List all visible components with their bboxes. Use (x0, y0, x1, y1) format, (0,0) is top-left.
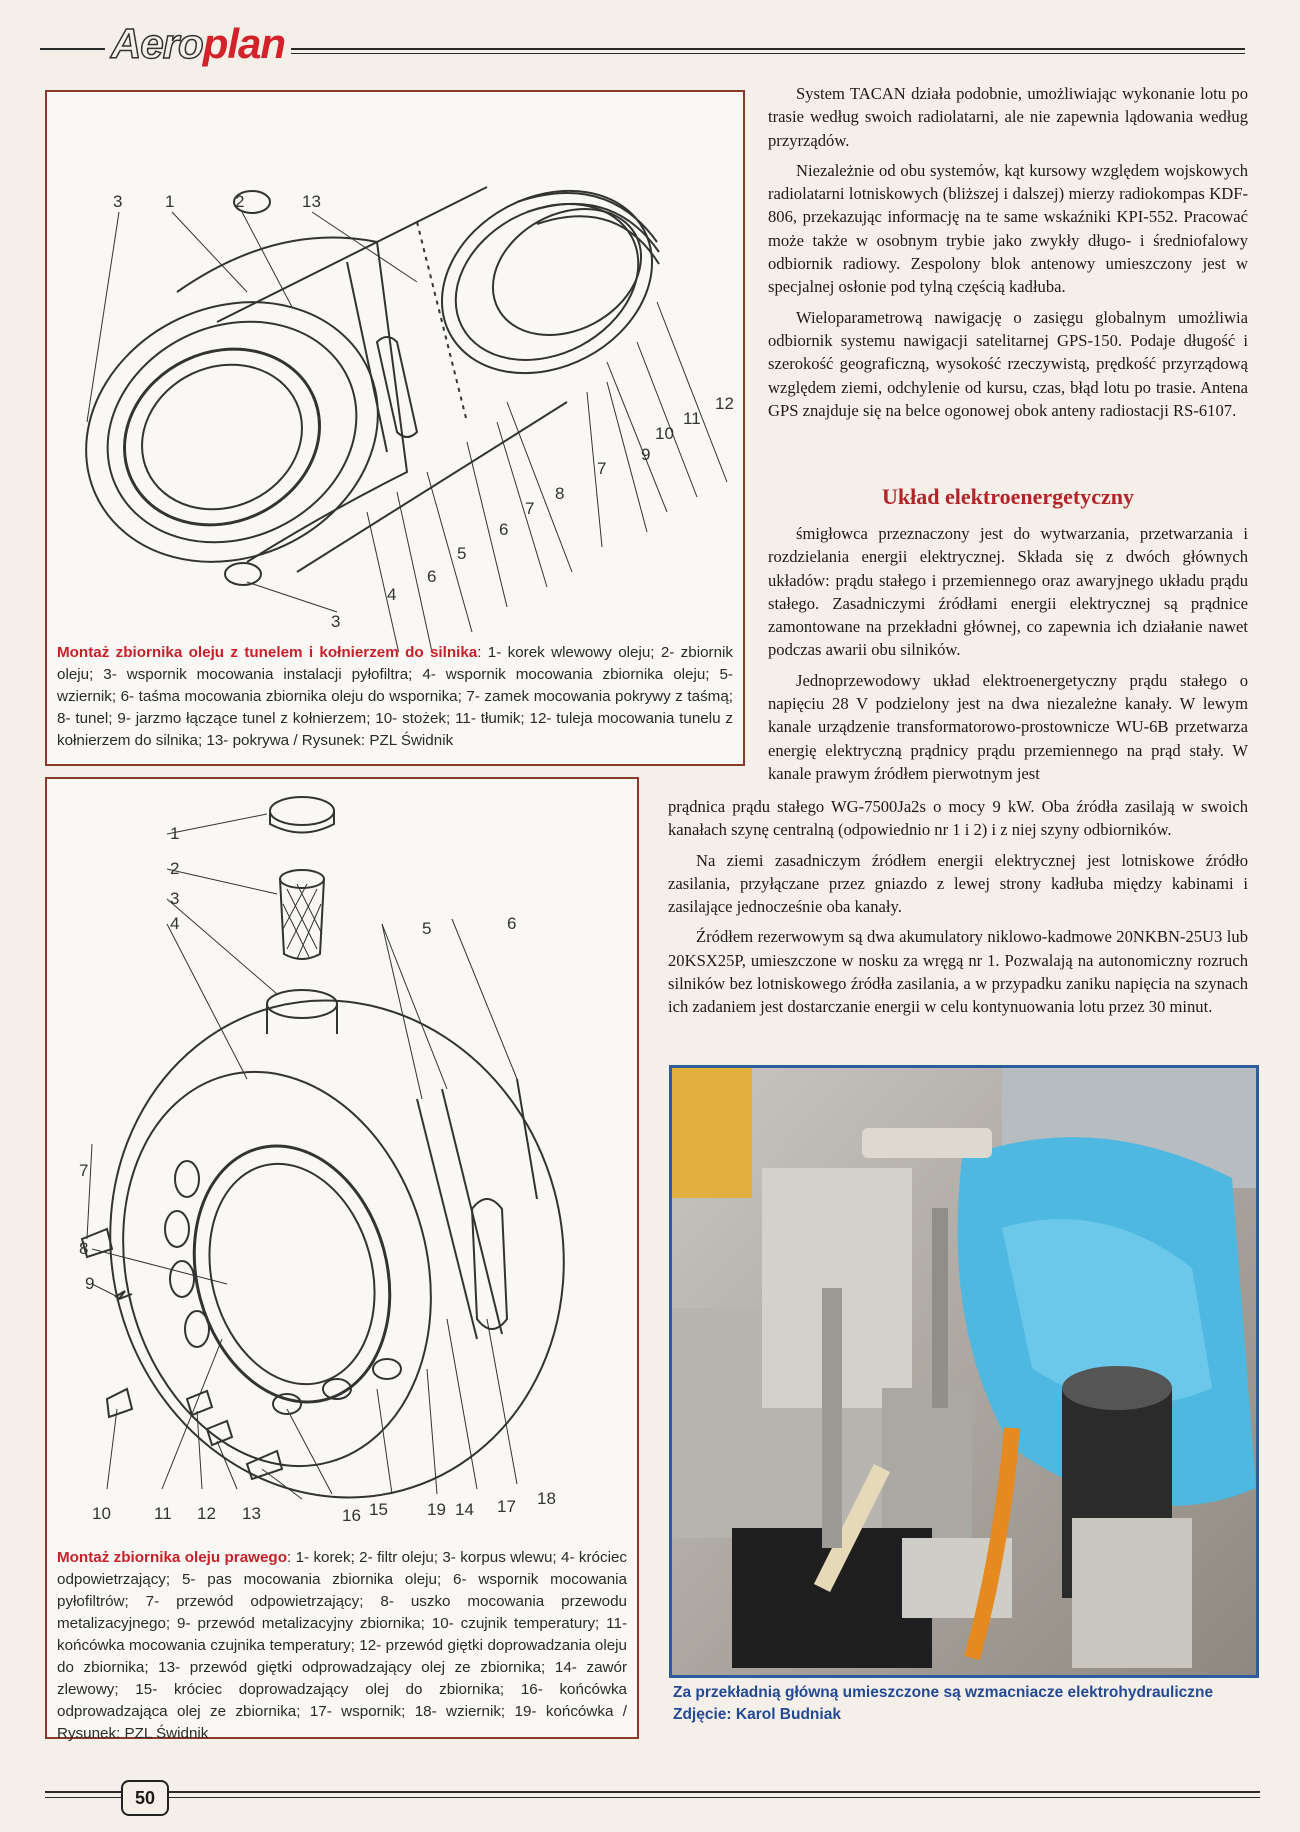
callout2-14: 14 (455, 1500, 474, 1519)
callout2-4: 4 (170, 914, 180, 933)
callout2-16: 16 (342, 1506, 361, 1525)
callout2-6: 6 (507, 914, 517, 933)
callout2-13: 13 (242, 1504, 261, 1523)
masthead (40, 20, 1245, 75)
article-column-middle (768, 522, 1248, 792)
callout-10: 10 (655, 424, 674, 443)
photo-caption (673, 1682, 1263, 1726)
callout-11: 11 (683, 409, 701, 428)
callout2-8: 8 (79, 1239, 89, 1258)
callout2-11: 11 (154, 1504, 172, 1523)
footer-rule (45, 1791, 1260, 1793)
gearbox-photo (669, 1065, 1259, 1678)
article-column-wide (668, 795, 1248, 1026)
paragraph-tacan: System TACAN działa podobnie, umożliwiając wykonanie lotu po trasie według swoich radiolatarni, ale nie zapewnia lądowania według przyrządów. (768, 84, 1248, 150)
page-number: 50 (121, 1780, 169, 1816)
page-footer (45, 1780, 1260, 1825)
paragraph-ground-power: Na ziemi zasadniczym źródłem energii elektrycznej jest lotniskowe źródło zasilania, przyłączane przez gniazdo z lewej strony kadłuba między kabinami i zasilające jednocześnie oba kanały. (668, 850, 1248, 917)
callout-3b: 3 (331, 612, 341, 631)
callout-1: 1 (165, 192, 175, 211)
callout-13: 13 (302, 192, 321, 211)
photo-caption-text: Za przekładnią główną umieszczone są wzmacniacze elektrohydrauliczne (673, 1684, 1214, 1701)
right-oil-tank-drawing (47, 779, 637, 1539)
callout2-15: 15 (369, 1500, 388, 1519)
callout2-5: 5 (422, 919, 432, 938)
callout2-17: 17 (497, 1497, 516, 1516)
figure-oil-tank-tunnel (45, 90, 745, 766)
callout-7a: 7 (597, 459, 607, 478)
paragraph-dc-system: Jednoprzewodowy układ elektroenergetyczny prądu stałego o napięciu 28 V podzielony jest na dwa niezależne kanały. W lewym kanale urządzenie transformatorowo-prostownicze WU-6B przetwarza energię elektryczną prądnicy prądu przemiennego na prąd stały. W kanale prawym źródłem pierwotnym jest (768, 670, 1248, 783)
paragraph-power-system: śmigłowca przeznaczony jest do wytwarzania, przetwarzania i rozdzielania energii elektrycznej. Składa się z dwóch głównych układów: prądu stałego i przemiennego oraz awaryjnego układu prądu stałego. Zasadniczymi źródłami energii elektrycznej są prądnice zamontowane na przekładni głównej, co zapewnia ich działanie nawet podczas awarii obu silników. (768, 524, 1248, 660)
paragraph-kdf806: Niezależnie od obu systemów, kąt kursowy względem wojskowych radiolatarni lotniskowych (bliższej i dalszej) mierzy radiokompas KDF-806, przekazując informację na te same wskaźniki KPI-552. Pracować może także w osobnym trybie jako zwykły długo- i średniofalowy odbiornik radiowy. Zespolony blok antenowy umieszczony jest w specjalnej osłonie pod tylną częścią kadłuba. (768, 160, 1248, 297)
footer-rule-thin (45, 1797, 1260, 1798)
oil-tank-tunnel-drawing (47, 92, 743, 652)
paragraph-dc-system-cont: prądnica prądu stałego WG-7500Ja2s o mocy 9 kW. Oba źródła zasilają w swoich kanałach szynę centralną (odpowiednio nr 1 i 2) i z niej szyny odbiorników. (668, 797, 1248, 840)
callout2-19: 19 (427, 1500, 446, 1519)
magazine-logo: Aeroplan (105, 20, 291, 68)
callout-6b: 6 (427, 567, 437, 586)
callout-7b: 7 (525, 499, 535, 518)
callout-8: 8 (555, 484, 565, 503)
callout2-18: 18 (537, 1489, 556, 1508)
figure1-caption-body: : 1- korek wlewowy oleju; 2- zbiornik oleju; 3- wspornik mocowania instalacji pyłofiltra; 4- wspornik mocowania zbiornika oleju; 5- wziernik; 6- taśma mocowania zbiornika oleju do wspornika; 7- zamek mocowania pokrywy z taśmą; 8- tunel; 9- jarzmo łączące tunel z kołnierzem; 10- stożek; 11- tłumik; 12- tuleja mocowania tunelu z kołnierzem do silnika; 13- pokrywa / Rysunek: PZL Świdnik (57, 644, 733, 749)
callout-12: 12 (715, 394, 734, 413)
callout-6a: 6 (499, 520, 509, 539)
callout2-1: 1 (170, 824, 180, 843)
photo-credit: Zdjęcie: Karol Budniak (673, 1706, 841, 1723)
article-column-top (768, 82, 1248, 429)
figure2-caption-body: : 1- korek; 2- filtr oleju; 3- korpus wlewu; 4- króciec odpowietrzający; 5- pas mocowania zbiornika oleju; 6- wspornik mocowania pyłofiltrów; 7- przewód odpowietrzający; 8- uszko mocowania przewodu metalizacyjnego; 9- przewód metalizacyjny zbiornika; 10- czujnik temperatury; 11- końcówka mocowania czujnika temperatury; 12- przewód giętki doprowadzania oleju do zbiornika; 13- przewód giętki odprowadzający olej ze zbiornika; 14- zawór zlewowy; 15- króciec doprowadzający olej do zbiornika; 16- końcówka odprowadzająca olej ze zbiornika; 17- wspornik; 18- wziernik; 19- końcówka / Rysunek: PZL Świdnik (57, 1549, 627, 1742)
figure-right-oil-tank (45, 777, 639, 1742)
callout2-3: 3 (170, 889, 180, 908)
figure1-caption (57, 642, 733, 752)
callout2-12: 12 (197, 1504, 216, 1523)
figure1-caption-title: Montaż zbiornika oleju z tunelem i kołnierzem do silnika (57, 644, 478, 661)
callout-2: 2 (235, 192, 245, 211)
gearbox-photo-illustration (672, 1068, 1256, 1675)
callout-9: 9 (641, 445, 651, 464)
callout2-2: 2 (170, 859, 180, 878)
callout2-7: 7 (79, 1161, 89, 1180)
paragraph-batteries: Źródłem rezerwowym są dwa akumulatory niklowo-kadmowe 20NKBN-25U3 lub 20KSX25P, umieszczone w nosku za wręgą nr 1. Pozwalają na autonomiczny rozruch silników bez lotniskowego źródła zasilania, a w przypadku zaniku napięcia na szynach ich zadaniem jest dostarczanie energii w celu kontynuowania lotu przez 30 minut. (668, 927, 1248, 1017)
callout2-10: 10 (92, 1504, 111, 1523)
section-heading: Układ elektroenergetyczny (882, 484, 1134, 509)
callout-5: 5 (457, 544, 467, 563)
figure2-caption-title: Montaż zbiornika oleju prawego (57, 1549, 287, 1566)
figure2-caption (57, 1547, 627, 1745)
callout-3: 3 (113, 192, 123, 211)
callout2-9: 9 (85, 1274, 95, 1293)
paragraph-gps150: Wieloparametrową nawigację o zasięgu globalnym umożliwia odbiornik systemu nawigacji satelitarnej GPS-150. Podaje długość i szerokość geograficzną, wysokość rzeczywistą, prędkość przyrządową względem ziemi, odchylenie od kursu, czas, błąd lotu po trasie. Antena GPS znajduje się na belce ogonowej obok anteny radiostacji RS-6107. (768, 307, 1248, 420)
header-rule-thin (240, 53, 1245, 54)
callout-4: 4 (387, 585, 397, 604)
